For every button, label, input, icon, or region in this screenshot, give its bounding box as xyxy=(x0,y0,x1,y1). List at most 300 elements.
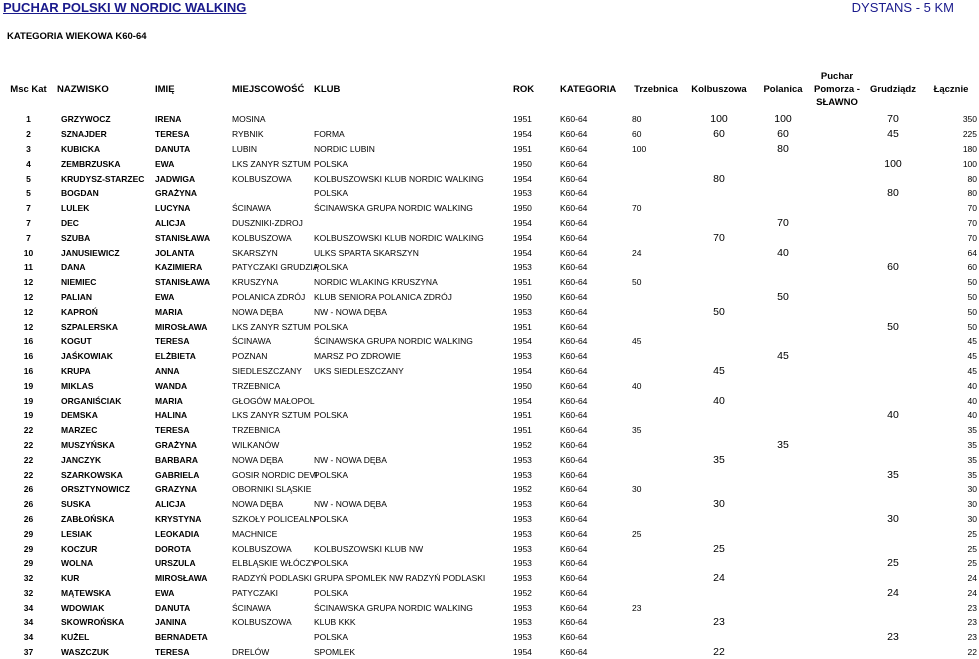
cell-grudziadz xyxy=(863,452,923,467)
cell-polanica xyxy=(755,630,811,645)
cell-lacznie: 80 xyxy=(967,188,977,199)
cell-imie: KAZIMIERA xyxy=(155,262,203,273)
cell-kategoria: K60-64 xyxy=(560,380,588,391)
cell-kolbuszowa: 40 xyxy=(713,394,725,407)
cell-slawno xyxy=(811,171,863,186)
cell-grudziadz xyxy=(863,349,923,364)
cell-kategoria: K60-64 xyxy=(560,114,588,125)
cell-rok: 1953 xyxy=(513,262,532,273)
table-row xyxy=(0,526,979,541)
cell-kategoria: K60-64 xyxy=(560,499,588,510)
cell-kategoria: K60-64 xyxy=(560,217,588,228)
cell-lacznie: 45 xyxy=(967,351,977,362)
cell-msc: 22 xyxy=(23,425,34,436)
cell-lacznie: 350 xyxy=(962,114,977,125)
cell-miejscowosc: KRUSZYNA xyxy=(232,277,279,288)
table-row xyxy=(0,201,979,216)
cell-miejscowosc: KOLBUSZOWA xyxy=(232,617,292,628)
cell-kategoria: K60-64 xyxy=(560,188,588,199)
cell-trzebnica xyxy=(629,319,683,334)
cell-msc: 12 xyxy=(23,277,34,288)
cell-polanica: 70 xyxy=(777,216,789,229)
cell-kolbuszowa xyxy=(683,216,755,231)
cell-polanica xyxy=(755,600,811,615)
cell-polanica xyxy=(755,408,811,423)
cell-kolbuszowa xyxy=(683,423,755,438)
cell-msc: 5 xyxy=(26,188,31,199)
cell-rok: 1951 xyxy=(513,321,532,332)
cell-miejscowosc: KOLBUSZOWA xyxy=(232,232,292,243)
cell-klub xyxy=(314,112,513,127)
cell-lacznie: 80 xyxy=(967,173,977,184)
cell-imie: URSZULA xyxy=(155,558,196,569)
cell-kolbuszowa xyxy=(683,512,755,527)
cell-kolbuszowa: 30 xyxy=(713,498,725,511)
cell-slawno xyxy=(811,571,863,586)
cell-msc: 7 xyxy=(26,232,31,243)
cell-rok: 1953 xyxy=(513,454,532,465)
cell-imie: ALICJA xyxy=(155,499,186,510)
results-table xyxy=(0,70,979,659)
cell-kolbuszowa xyxy=(683,156,755,171)
col-header-polanica: Polanica xyxy=(763,84,803,95)
cell-imie: DOROTA xyxy=(155,543,192,554)
cell-lacznie: 22 xyxy=(967,647,977,658)
table-row xyxy=(0,216,979,231)
cell-miejscowosc: WILKANÓW xyxy=(232,439,280,450)
cell-msc: 7 xyxy=(26,217,31,228)
cell-slawno xyxy=(811,408,863,423)
cell-grudziadz xyxy=(863,541,923,556)
cell-lacznie: 45 xyxy=(967,365,977,376)
table-row xyxy=(0,408,979,423)
cell-trzebnica: 24 xyxy=(632,247,642,258)
cell-lacznie: 50 xyxy=(967,291,977,302)
cell-klub: ŚCINAWSKA GRUPA NORDIC WALKING xyxy=(314,336,473,347)
cell-imie: JADWIGA xyxy=(155,173,196,184)
col-header-miejscowosc: MIEJSCOWOŚĆ xyxy=(232,84,305,95)
cell-klub: ULKS SPARTA SKARSZYN xyxy=(314,247,419,258)
cell-slawno xyxy=(811,586,863,601)
cell-miejscowosc: POLANICA ZDRÓJ xyxy=(232,291,306,302)
table-row xyxy=(0,171,979,186)
cell-kategoria: K60-64 xyxy=(560,410,588,421)
cell-nazwisko: DEMSKA xyxy=(61,410,98,421)
cell-rok: 1951 xyxy=(513,410,532,421)
cell-nazwisko: SZARKOWSKA xyxy=(61,469,123,480)
cell-miejscowosc: LKS ZANYR SZTUM xyxy=(232,321,311,332)
cell-grudziadz xyxy=(863,378,923,393)
cell-imie: STANISŁAWA xyxy=(155,232,211,243)
table-row xyxy=(0,260,979,275)
cell-polanica xyxy=(755,201,811,216)
cell-klub: NORDIC LUBIN xyxy=(314,143,375,154)
cell-kolbuszowa xyxy=(683,349,755,364)
cell-kolbuszowa xyxy=(683,186,755,201)
cell-slawno xyxy=(811,630,863,645)
col-header-msc: Msc Kat xyxy=(10,84,47,95)
cell-imie: LEOKADIA xyxy=(155,528,200,539)
cell-rok: 1950 xyxy=(513,291,532,302)
cell-slawno xyxy=(811,512,863,527)
table-row xyxy=(0,586,979,601)
cell-kategoria: K60-64 xyxy=(560,262,588,273)
cell-lacznie: 100 xyxy=(962,158,977,169)
cell-kategoria: K60-64 xyxy=(560,425,588,436)
cell-msc: 16 xyxy=(23,336,34,347)
cell-imie: ELŻBIETA xyxy=(155,351,196,362)
cell-miejscowosc: MACHNICE xyxy=(232,528,278,539)
cell-kategoria: K60-64 xyxy=(560,439,588,450)
cell-lacznie: 23 xyxy=(967,617,977,628)
table-row xyxy=(0,467,979,482)
cell-kategoria: K60-64 xyxy=(560,484,588,495)
cell-polanica xyxy=(755,645,811,659)
cell-miejscowosc: LKS ZANYR SZTUM xyxy=(232,158,311,169)
cell-grudziadz: 80 xyxy=(887,187,899,200)
cell-trzebnica xyxy=(629,541,683,556)
cell-lacznie: 64 xyxy=(967,247,977,258)
cell-slawno xyxy=(811,142,863,157)
cell-grudziadz: 35 xyxy=(887,468,899,481)
cell-nazwisko: JANCZYK xyxy=(61,454,102,465)
cell-polanica xyxy=(755,156,811,171)
cell-imie: BARBARA xyxy=(155,454,198,465)
cell-msc: 12 xyxy=(23,306,34,317)
cell-lacznie: 70 xyxy=(967,203,977,214)
cell-msc: 16 xyxy=(23,351,34,362)
table-row xyxy=(0,245,979,260)
cell-msc: 5 xyxy=(26,173,31,184)
cell-slawno xyxy=(811,260,863,275)
cell-lacznie: 180 xyxy=(962,143,977,154)
cell-polanica xyxy=(755,497,811,512)
cell-grudziadz: 25 xyxy=(887,557,899,570)
table-row xyxy=(0,186,979,201)
cell-imie: EWA xyxy=(155,291,175,302)
cell-slawno xyxy=(811,393,863,408)
cell-grudziadz xyxy=(863,230,923,245)
cell-klub xyxy=(314,482,513,497)
cell-grudziadz xyxy=(863,364,923,379)
cell-lacznie: 35 xyxy=(967,425,977,436)
cell-miejscowosc: ŚCINAWA xyxy=(232,203,272,214)
cell-miejscowosc: KOLBUSZOWA xyxy=(232,543,292,554)
cell-polanica: 40 xyxy=(777,246,789,259)
table-row xyxy=(0,364,979,379)
cell-miejscowosc: ELBLĄSKIE WŁÓCZY xyxy=(232,558,317,569)
cell-kategoria: K60-64 xyxy=(560,336,588,347)
table-row xyxy=(0,541,979,556)
cell-miejscowosc: OBORNIKI SLĄSKIE xyxy=(232,484,312,495)
cell-kolbuszowa: 22 xyxy=(713,646,725,659)
cell-kolbuszowa: 60 xyxy=(713,128,725,141)
cell-kategoria: K60-64 xyxy=(560,365,588,376)
cell-rok: 1951 xyxy=(513,425,532,436)
cell-klub: SPOMLEK xyxy=(314,647,356,658)
cell-msc: 22 xyxy=(23,439,34,450)
cell-slawno xyxy=(811,230,863,245)
cell-rok: 1952 xyxy=(513,439,532,450)
cell-trzebnica: 100 xyxy=(632,143,647,154)
cell-grudziadz: 23 xyxy=(887,631,899,644)
cell-polanica: 100 xyxy=(774,113,792,126)
cell-klub: POLSKA xyxy=(314,558,349,569)
cell-klub xyxy=(314,423,513,438)
cell-msc: 34 xyxy=(23,602,34,613)
cell-nazwisko: KUR xyxy=(61,573,80,584)
cell-kolbuszowa xyxy=(683,142,755,157)
cell-rok: 1951 xyxy=(513,143,532,154)
cell-nazwisko: LESIAK xyxy=(61,528,93,539)
cell-grudziadz xyxy=(863,216,923,231)
cell-polanica xyxy=(755,586,811,601)
cell-nazwisko: ZEMBRZUSKA xyxy=(61,158,121,169)
cell-grudziadz xyxy=(863,142,923,157)
cell-slawno xyxy=(811,245,863,260)
table-row xyxy=(0,615,979,630)
cell-grudziadz: 50 xyxy=(887,320,899,333)
cell-polanica xyxy=(755,334,811,349)
cell-klub: UKS SIEDLESZCZANY xyxy=(314,365,404,376)
cell-trzebnica xyxy=(629,497,683,512)
cell-imie: TERESA xyxy=(155,647,190,658)
cell-msc: 12 xyxy=(23,291,34,302)
cell-imie: JOLANTA xyxy=(155,247,195,258)
cell-rok: 1954 xyxy=(513,365,532,376)
cell-msc: 12 xyxy=(23,321,34,332)
cell-kategoria: K60-64 xyxy=(560,291,588,302)
cell-msc: 26 xyxy=(23,513,34,524)
cell-grudziadz xyxy=(863,438,923,453)
cell-trzebnica xyxy=(629,571,683,586)
col-header-kategoria: KATEGORIA xyxy=(560,84,617,95)
cell-grudziadz: 70 xyxy=(887,113,899,126)
cell-grudziadz: 45 xyxy=(887,128,899,141)
cell-nazwisko: SZNAJDER xyxy=(61,129,107,140)
cell-trzebnica: 50 xyxy=(632,277,642,288)
cell-rok: 1951 xyxy=(513,114,532,125)
cell-lacznie: 60 xyxy=(967,262,977,273)
cell-nazwisko: MĄTEWSKA xyxy=(61,587,112,598)
cell-trzebnica xyxy=(629,467,683,482)
cell-kolbuszowa: 45 xyxy=(713,364,725,377)
cell-kategoria: K60-64 xyxy=(560,454,588,465)
cell-imie: HALINA xyxy=(155,410,188,421)
cell-klub: KLUB SENIORA POLANICA ZDRÓJ xyxy=(314,291,452,302)
cell-kolbuszowa xyxy=(683,526,755,541)
cell-kolbuszowa: 80 xyxy=(713,172,725,185)
cell-imie: DANUTA xyxy=(155,143,191,154)
cell-rok: 1952 xyxy=(513,587,532,598)
cell-kolbuszowa xyxy=(683,586,755,601)
cell-kategoria: K60-64 xyxy=(560,173,588,184)
cell-msc: 4 xyxy=(26,158,31,169)
cell-nazwisko: JAŚKOWIAK xyxy=(61,351,113,362)
category-label: KATEGORIA WIEKOWA K60-64 xyxy=(7,31,147,42)
cell-kategoria: K60-64 xyxy=(560,513,588,524)
cell-imie: TERESA xyxy=(155,129,190,140)
cell-klub: ŚCINAWSKA GRUPA NORDIC WALKING xyxy=(314,602,473,613)
cell-imie: MARIA xyxy=(155,395,183,406)
cell-nazwisko: PALIAN xyxy=(61,291,93,302)
table-row xyxy=(0,512,979,527)
cell-klub: POLSKA xyxy=(314,410,349,421)
cell-trzebnica xyxy=(629,290,683,305)
cell-grudziadz xyxy=(863,393,923,408)
cell-imie: LUCYNA xyxy=(155,203,191,214)
cell-slawno xyxy=(811,216,863,231)
cell-klub xyxy=(314,438,513,453)
cell-slawno xyxy=(811,112,863,127)
cell-kategoria: K60-64 xyxy=(560,632,588,643)
cell-kolbuszowa xyxy=(683,319,755,334)
cell-polanica: 50 xyxy=(777,290,789,303)
cell-nazwisko: MIKLAS xyxy=(61,380,94,391)
cell-lacznie: 30 xyxy=(967,499,977,510)
cell-lacznie: 50 xyxy=(967,306,977,317)
cell-imie: ALICJA xyxy=(155,217,186,228)
cell-msc: 32 xyxy=(23,573,34,584)
cell-kolbuszowa: 25 xyxy=(713,542,725,555)
cell-nazwisko: GRZYWOCZ xyxy=(61,114,111,125)
cell-kolbuszowa xyxy=(683,275,755,290)
cell-msc: 3 xyxy=(26,143,31,154)
cell-grudziadz xyxy=(863,600,923,615)
cell-nazwisko: MUSZYŃSKA xyxy=(61,439,115,450)
cell-grudziadz xyxy=(863,245,923,260)
cell-lacznie: 30 xyxy=(967,513,977,524)
cell-miejscowosc xyxy=(232,630,314,645)
cell-polanica xyxy=(755,171,811,186)
col-header-lacznie: Łącznie xyxy=(933,84,969,95)
cell-polanica: 45 xyxy=(777,350,789,363)
cell-msc: 11 xyxy=(24,262,33,273)
cell-miejscowosc: GŁOGÓW MAŁOPOL xyxy=(232,395,315,406)
cell-nazwisko: KRUPA xyxy=(61,365,91,376)
cell-imie: WANDA xyxy=(155,380,188,391)
cell-rok: 1950 xyxy=(513,203,532,214)
cell-rok: 1953 xyxy=(513,306,532,317)
cell-polanica xyxy=(755,275,811,290)
table-row xyxy=(0,275,979,290)
cell-polanica xyxy=(755,526,811,541)
cell-trzebnica xyxy=(629,230,683,245)
cell-imie: TERESA xyxy=(155,336,190,347)
cell-slawno xyxy=(811,290,863,305)
table-row xyxy=(0,645,979,659)
cell-msc: 10 xyxy=(23,247,34,258)
cell-rok: 1953 xyxy=(513,602,532,613)
cell-klub: FORMA xyxy=(314,129,345,140)
cell-msc: 32 xyxy=(23,587,34,598)
cell-nazwisko: KUŻEL xyxy=(61,632,90,643)
cell-slawno xyxy=(811,600,863,615)
cell-miejscowosc: NOWA DĘBA xyxy=(232,499,284,510)
cell-msc: 34 xyxy=(23,632,34,643)
cell-klub: POLSKA xyxy=(314,632,349,643)
cell-kategoria: K60-64 xyxy=(560,469,588,480)
cell-slawno xyxy=(811,467,863,482)
cell-rok: 1953 xyxy=(513,499,532,510)
table-row xyxy=(0,482,979,497)
cell-klub: POLSKA xyxy=(314,469,349,480)
cell-slawno xyxy=(811,127,863,142)
cell-slawno xyxy=(811,319,863,334)
cell-imie: IRENA xyxy=(155,114,182,125)
cell-kolbuszowa xyxy=(683,378,755,393)
cell-lacznie: 25 xyxy=(967,558,977,569)
cell-slawno xyxy=(811,526,863,541)
cell-nazwisko: KOGUT xyxy=(61,336,92,347)
results-body xyxy=(0,112,979,659)
cell-miejscowosc: NOWA DĘBA xyxy=(232,454,284,465)
cell-imie: DANUTA xyxy=(155,602,191,613)
cell-msc: 7 xyxy=(26,203,31,214)
cell-nazwisko: SUSKA xyxy=(61,499,91,510)
table-row xyxy=(0,230,979,245)
cell-miejscowosc: DRELÓW xyxy=(232,647,270,658)
cell-imie: GRAZYNA xyxy=(155,484,198,495)
cell-trzebnica xyxy=(629,216,683,231)
cell-nazwisko: KAPROŃ xyxy=(61,306,98,317)
col-header-trzebnica: Trzebnica xyxy=(634,84,678,95)
cell-polanica xyxy=(755,556,811,571)
cell-rok: 1953 xyxy=(513,188,532,199)
cell-grudziadz xyxy=(863,526,923,541)
cell-miejscowosc: PATYCZAKI GRUDZIĄ xyxy=(232,262,319,273)
cell-grudziadz: 60 xyxy=(887,261,899,274)
cell-klub: NW - NOWA DĘBA xyxy=(314,306,387,317)
cell-klub xyxy=(314,378,513,393)
cell-nazwisko: KUBICKA xyxy=(61,143,101,154)
cell-slawno xyxy=(811,438,863,453)
cell-nazwisko: DANA xyxy=(61,262,86,273)
cell-nazwisko: WOLNA xyxy=(61,558,94,569)
cell-miejscowosc: SZKOŁY POLICEALN xyxy=(232,513,316,524)
cell-grudziadz xyxy=(863,423,923,438)
distance-label: DYSTANS - 5 KM xyxy=(851,0,954,15)
cell-klub: GRUPA SPOMLEK NW RADZYŃ PODLASKI xyxy=(314,573,486,584)
cell-kolbuszowa: 24 xyxy=(713,572,725,585)
cell-grudziadz xyxy=(863,171,923,186)
cell-lacznie: 45 xyxy=(967,336,977,347)
table-row xyxy=(0,423,979,438)
cell-polanica: 35 xyxy=(777,438,789,451)
cell-imie: KRYSTYNA xyxy=(155,513,202,524)
cell-msc: 22 xyxy=(23,469,34,480)
cell-kategoria: K60-64 xyxy=(560,587,588,598)
cell-slawno xyxy=(811,615,863,630)
cell-nazwisko: BOGDAN xyxy=(61,188,99,199)
cell-nazwisko: LULEK xyxy=(61,203,90,214)
cell-kategoria: K60-64 xyxy=(560,558,588,569)
cell-trzebnica xyxy=(629,556,683,571)
cell-trzebnica xyxy=(629,304,683,319)
cell-nazwisko: DEC xyxy=(61,217,79,228)
cell-kolbuszowa xyxy=(683,408,755,423)
cell-msc: 26 xyxy=(23,499,34,510)
cell-trzebnica xyxy=(629,586,683,601)
table-row xyxy=(0,142,979,157)
cell-slawno xyxy=(811,201,863,216)
cell-msc: 29 xyxy=(23,543,34,554)
cell-nazwisko: ORGANIŚCIAK xyxy=(61,395,122,406)
cell-kolbuszowa xyxy=(683,630,755,645)
cell-nazwisko: SZPALERSKA xyxy=(61,321,118,332)
cell-klub: ŚCINAWSKA GRUPA NORDIC WALKING xyxy=(314,203,473,214)
cell-nazwisko: MARZEC xyxy=(61,425,98,436)
